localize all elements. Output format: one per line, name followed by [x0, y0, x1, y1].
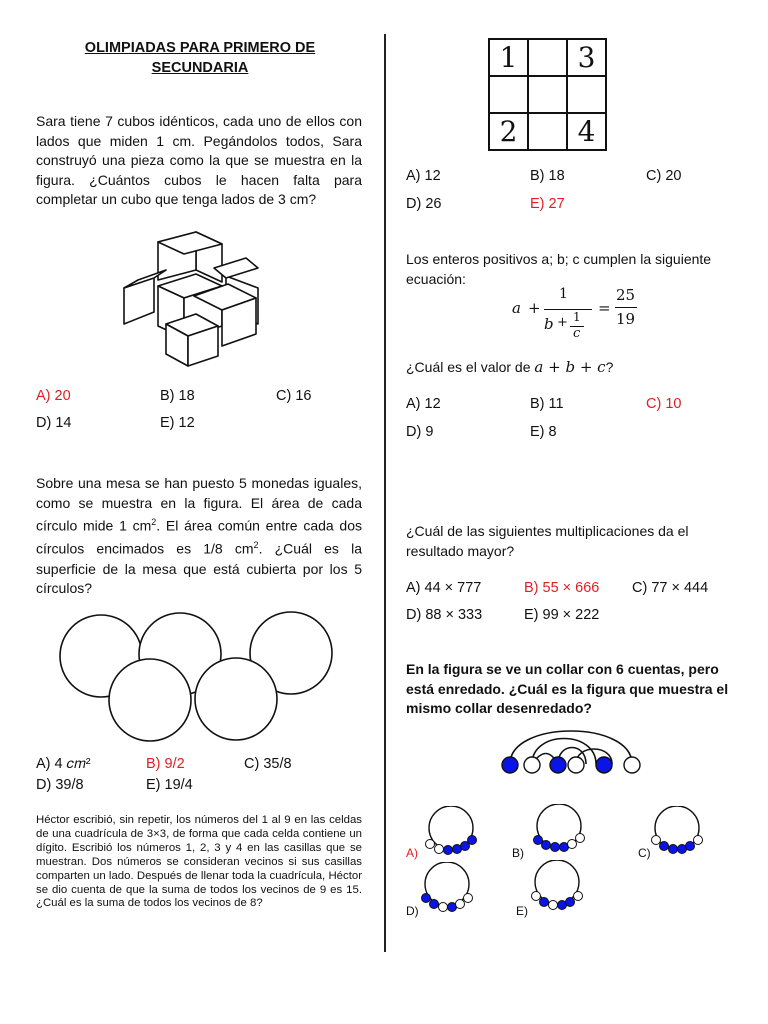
q6-option-b-label[interactable]: B) — [512, 846, 524, 860]
q4-option-e[interactable]: E) 8 — [530, 424, 557, 440]
page-title: OLIMPIADAS PARA PRIMERO DE SECUNDARIA — [84, 40, 316, 76]
q5-option-d[interactable]: D) 88 × 333 — [406, 607, 483, 623]
q6-option-c-label[interactable]: C) — [638, 846, 651, 860]
q5-option-c[interactable]: C) 77 × 444 — [632, 580, 709, 596]
question-4-prompt: ¿Cuál es el valor de a + b + c? — [406, 358, 614, 376]
grid-cell — [528, 39, 567, 76]
q4-option-c[interactable]: C) 10 — [646, 396, 682, 412]
grid-cell: 3 — [567, 39, 606, 76]
q5-option-e[interactable]: E) 99 × 222 — [524, 607, 600, 623]
question-4-text: Los enteros positivos a; b; c cumplen la siguiente ecuación: — [406, 251, 712, 287]
question-5-text: ¿Cuál de las siguientes multiplicaciones da el resultado mayor? — [406, 523, 689, 559]
q1-option-c[interactable]: C) 16 — [276, 388, 312, 404]
question-6-text: En la figura se ve un collar con 6 cuentas, pero está enredado. ¿Cuál es la figura que muestra el mismo collar desenredado? — [406, 661, 729, 717]
q2-option-d[interactable]: D) 39/8 — [36, 777, 84, 793]
q3-option-e[interactable]: E) 27 — [530, 196, 565, 212]
five-coins-figure — [56, 606, 334, 752]
q5-option-a[interactable]: A) 44 × 777 — [406, 580, 482, 596]
question-1-text: Sara tiene 7 cubos idénticos, cada uno de ellos con lados que miden 1 cm. Pegándolos todos, Sara construyó una pieza como la que se muestra en la figura. ¿Cuántos cubos le hacen falta para completar un cubo que tenga lados de 3 cm? — [36, 113, 362, 208]
tangled-necklace-figure — [496, 728, 646, 788]
grid-cell — [528, 113, 567, 150]
q6-option-b-necklace[interactable] — [532, 804, 586, 854]
q6-option-e-label[interactable]: E) — [516, 904, 528, 918]
q1-option-a[interactable]: A) 20 — [36, 388, 71, 404]
q2-option-b[interactable]: B) 9/2 — [146, 756, 185, 772]
q6-option-d-label[interactable]: D) — [406, 904, 419, 918]
q3-option-d[interactable]: D) 26 — [406, 196, 442, 212]
grid-cell — [567, 76, 606, 113]
q4-option-d[interactable]: D) 9 — [406, 424, 434, 440]
grid-cell — [489, 76, 528, 113]
grid-cell: 1 — [489, 39, 528, 76]
q1-option-d[interactable]: D) 14 — [36, 415, 72, 431]
q5-option-b[interactable]: B) 55 × 666 — [524, 580, 600, 596]
q4-option-a[interactable]: A) 12 — [406, 396, 441, 412]
q1-option-e[interactable]: E) 12 — [160, 415, 195, 431]
number-grid — [488, 38, 607, 151]
question-2-text: Sobre una mesa se han puesto 5 monedas iguales, como se muestra en la figura. El área de cada círculo mide 1 $cm^2$. El área común entre cada dos círculos encimados es 1/8 $cm^2$. ¿Cuál es la superficie de la mesa que está cubierta por los 5 círculos? — [36, 475, 363, 597]
q2-option-a[interactable]: A) 4 𝑐𝑚² — [36, 756, 91, 772]
q2-option-c[interactable]: C) 35/8 — [244, 756, 292, 772]
q6-option-d-necklace[interactable] — [420, 862, 474, 914]
q1-option-b[interactable]: B) 18 — [160, 388, 195, 404]
q3-option-c[interactable]: C) 20 — [646, 168, 682, 184]
column-divider — [384, 34, 386, 952]
q2-option-e[interactable]: E) 19/4 — [146, 777, 193, 793]
continued-fraction-equation: a + 1 b + 1 c = 25 19 — [512, 286, 636, 341]
q4-option-b[interactable]: B) 11 — [530, 396, 564, 412]
grid-cell: 4 — [567, 113, 606, 150]
q3-option-a[interactable]: A) 12 — [406, 168, 441, 184]
cube-cross-figure — [118, 228, 276, 370]
q6-option-a-label[interactable]: A) — [406, 846, 418, 860]
grid-cell — [528, 76, 567, 113]
question-3-text: Héctor escribió, sin repetir, los números del 1 al 9 en las celdas de una cuadrícula de 3×3, de forma que cada celda contiene un dígito. Escribió los números 1, 2, 3 y 4 en las casillas que se muestran. Dos números se consideran vecinos si sus casillas comparten un lado. Después de llenar toda la cuadrícula, Héctor se dio cuenta de que la suma de todos los vecinos de 9 es 15. ¿Cuál es la suma de todos los vecinos de 8? — [36, 814, 362, 910]
q6-option-c-necklace[interactable] — [650, 806, 704, 856]
q3-option-b[interactable]: B) 18 — [530, 168, 565, 184]
q6-option-a-necklace[interactable] — [424, 806, 478, 856]
q6-option-e-necklace[interactable] — [530, 860, 584, 912]
grid-cell: 2 — [489, 113, 528, 150]
